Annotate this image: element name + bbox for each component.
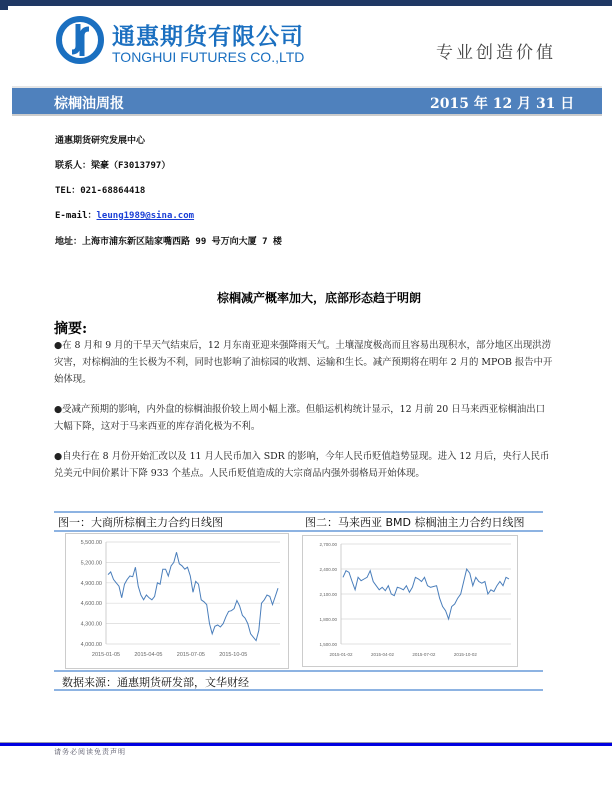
y-tick-label: 4,300.00 bbox=[80, 621, 102, 628]
chart2-svg bbox=[303, 536, 517, 666]
y-tick-label: 5,500.00 bbox=[80, 540, 102, 546]
y-tick-label: 2,700.00 bbox=[319, 542, 337, 547]
divider bbox=[54, 670, 543, 672]
research-center: 通惠期货研究发展中心 bbox=[55, 136, 146, 146]
y-tick-label: 2,400.00 bbox=[319, 567, 337, 572]
abstract-heading: 摘要: bbox=[54, 321, 88, 337]
email-link[interactable]: leung1989@sina.com bbox=[96, 211, 195, 221]
abstract-bullet: ●自央行在 8 月份开始汇改以及 11 月人民币加入 SDR 的影响，今年人民币贬值趋势显现。进入 12 月后，央行人民币兑美元中间价累计下降 933 个基点。人民币贬值造成的大宗商品内强外弱格局开始体现。 bbox=[54, 451, 550, 479]
address: 地址：上海市浦东新区陆家嘴西路 99 号万向大厦 7 楼 bbox=[55, 237, 282, 247]
x-tick-label: 2015-01-05 bbox=[91, 652, 121, 658]
abstract-bullet: ●受减产预期的影响，内外盘的棕榈油报价较上周小幅上涨。但船运机构统计显示，12 月前 20 日马来西亚棕榈油出口大幅下降，这对于马来西亚的库存消化极为不利。 bbox=[54, 404, 545, 432]
chart1 bbox=[65, 533, 289, 669]
divider bbox=[54, 530, 543, 532]
company-name-en: TONGHUI FUTURES CO.,LTD bbox=[112, 49, 305, 65]
report-title: 棕榈油周报 bbox=[54, 96, 124, 112]
y-tick-label: 4,900.00 bbox=[80, 580, 102, 587]
tel: TEL：021-68864418 bbox=[55, 186, 146, 196]
headline: 棕榈减产概率加大，底部形态趋于明朗 bbox=[216, 291, 421, 305]
x-tick-label: 2015-01-02 bbox=[329, 652, 353, 657]
report-date: 2015 年 12 月 31 日 bbox=[430, 96, 575, 112]
disclaimer-link[interactable]: 请务必阅读免责声明 bbox=[54, 748, 126, 756]
footer-line bbox=[0, 742, 612, 746]
title-band bbox=[12, 86, 602, 116]
chart2 bbox=[302, 535, 518, 667]
top-bar-corner bbox=[0, 6, 8, 10]
y-tick-label: 4,600.00 bbox=[80, 601, 102, 608]
x-tick-label: 2015-10-02 bbox=[453, 652, 477, 657]
x-tick-label: 2015-04-02 bbox=[370, 652, 394, 657]
data-source: 数据来源：通惠期货研发部，文华财经 bbox=[62, 676, 249, 689]
top-bar bbox=[0, 0, 612, 6]
chart2-caption: 图二：马来西亚 BMD 棕榈油主力合约日线图 bbox=[305, 516, 525, 529]
x-tick-label: 2015-07-02 bbox=[412, 652, 436, 657]
company-name-cn: 通惠期货有限公司 bbox=[112, 24, 304, 50]
x-tick-label: 2015-04-05 bbox=[134, 652, 163, 658]
y-tick-label: 2,100.00 bbox=[319, 592, 337, 597]
y-tick-label: 4,000.00 bbox=[80, 642, 102, 648]
email-line bbox=[55, 208, 194, 221]
y-tick-label: 5,200.00 bbox=[80, 560, 102, 567]
x-tick-label: 2015-10-05 bbox=[219, 652, 248, 658]
abstract-bullet: ●在 8 月和 9 月的干旱天气结束后，12 月东南亚迎来强降雨天气。土壤湿度极高而且容易出现积水，部分地区出现洪涝灾害，对棕榈油的生长极为不利，同时也影响了油棕园的收割、运输和生长。减产预期将在明年 2 月的 MPOB 报告中开始体现。 bbox=[54, 340, 553, 385]
chart1-caption: 图一：大商所棕榈主力合约日线图 bbox=[58, 516, 223, 529]
divider bbox=[54, 511, 543, 513]
contact: 联系人：梁豪（F3013797） bbox=[55, 161, 171, 171]
slogan: 专业创造价值 bbox=[436, 43, 556, 63]
price-line bbox=[108, 552, 278, 640]
email-label: E-mail： bbox=[55, 211, 97, 221]
divider bbox=[54, 689, 543, 691]
y-tick-label: 1,500.00 bbox=[319, 642, 337, 647]
chart1-svg bbox=[66, 534, 288, 668]
x-tick-label: 2015-07-05 bbox=[176, 652, 205, 658]
company-logo-icon bbox=[56, 16, 104, 64]
y-tick-label: 1,800.00 bbox=[319, 617, 337, 622]
